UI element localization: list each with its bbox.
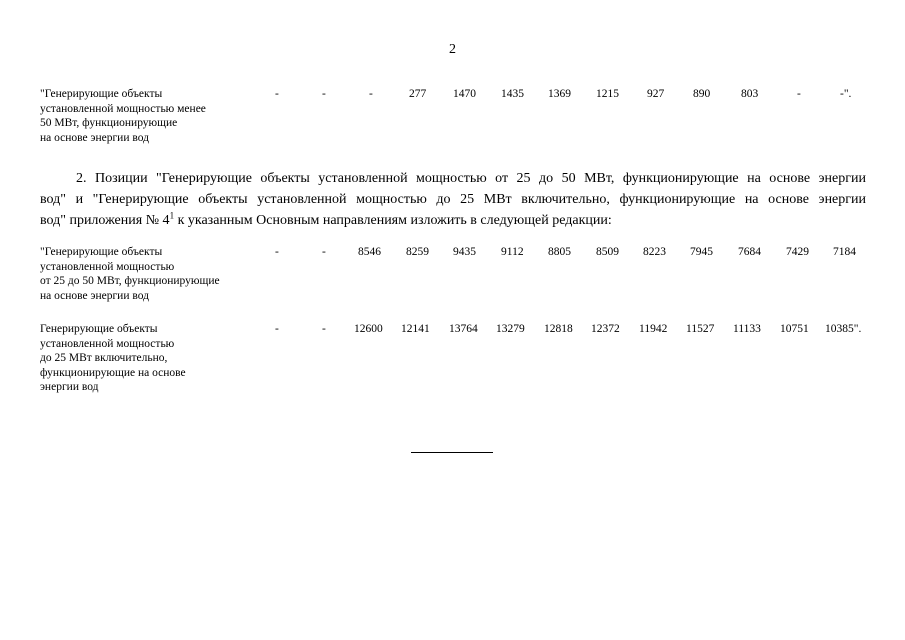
- row-label-line: от 25 до 50 МВт, функционирующие: [40, 275, 220, 287]
- value-cell: 7184: [833, 246, 856, 258]
- paragraph-text: 2. Позиции "Генерирующие объекты установленной мощностью от 25 до 50 МВт, функционирующие на основе энергии: [76, 171, 866, 186]
- value-cell: 1435: [501, 88, 524, 100]
- row-label: [40, 322, 260, 395]
- row-label-line: энергии вод: [40, 381, 99, 393]
- row-label-line: установленной мощностью менее: [40, 102, 206, 115]
- value-cell: 11133: [733, 323, 761, 335]
- value-cell: 9112: [501, 246, 524, 258]
- value-cell: 1215: [596, 88, 619, 100]
- row-label-line: установленной мощностью: [40, 260, 175, 273]
- value-cell: 13764: [449, 323, 478, 335]
- value-cell: 12818: [544, 323, 573, 335]
- paragraph-text: вод" приложения № 4: [40, 213, 170, 228]
- page-number: 2: [449, 42, 456, 57]
- row-label-line: установленной мощностью: [40, 337, 175, 350]
- paragraph-line: [40, 168, 866, 189]
- value-cell: 9435: [453, 246, 476, 258]
- value-cell: 10751: [780, 323, 809, 335]
- value-cell: 12600: [354, 323, 383, 335]
- paragraph-text: к указанным Основным направлениям изложить в следующей редакции:: [174, 213, 612, 228]
- paragraph-line: вод" и "Генерирующие объекты установленной мощностью до 25 МВт включительно, функционирующие на основе энергии: [40, 192, 866, 207]
- value-cell: 7684: [738, 246, 761, 258]
- value-cell: 277: [409, 88, 427, 100]
- row-label: [40, 87, 260, 145]
- value-cell: -".: [840, 88, 852, 100]
- closing-rule: [411, 452, 493, 453]
- value-cell: 11942: [639, 323, 668, 335]
- value-cell: -: [797, 88, 801, 100]
- value-cell: -: [369, 88, 373, 100]
- value-cell: -: [322, 88, 326, 100]
- value-cell: 13279: [496, 323, 525, 335]
- paragraph-line: [40, 210, 866, 231]
- value-cell: 890: [693, 88, 711, 100]
- value-cell: -: [275, 88, 279, 100]
- value-cell: 927: [647, 88, 665, 100]
- value-cell: 803: [741, 88, 759, 100]
- value-cell: 8259: [406, 246, 429, 258]
- value-cell: 1369: [548, 88, 571, 100]
- value-cell: 1470: [453, 88, 476, 100]
- value-cell: -: [275, 246, 279, 258]
- row-label-line: до 25 МВт включительно,: [40, 352, 168, 364]
- value-cell: 8805: [548, 246, 571, 258]
- value-cell: 8223: [643, 246, 666, 258]
- value-cell: 11527: [686, 323, 715, 335]
- value-cell: 8509: [596, 246, 619, 258]
- superscript: 1: [169, 210, 175, 221]
- row-label-line: Генерирующие объекты: [40, 323, 158, 335]
- value-cell: 8546: [358, 246, 381, 258]
- row-label-line: 50 МВт, функционирующие: [40, 117, 178, 129]
- value-cell: -: [275, 323, 279, 335]
- row-label: [40, 245, 260, 303]
- value-cell: 12372: [591, 323, 620, 335]
- row-label-line: функционирующие на основе: [40, 366, 186, 379]
- row-label-line: "Генерирующие объекты: [40, 246, 163, 258]
- value-cell: 7429: [786, 246, 809, 258]
- value-cell: 12141: [401, 323, 430, 335]
- row-label-line: на основе энергии вод: [40, 131, 149, 144]
- row-label-line: на основе энергии вод: [40, 289, 149, 302]
- value-cell: -: [322, 323, 326, 335]
- value-cell: 7945: [690, 246, 713, 258]
- row-label-line: "Генерирующие объекты: [40, 88, 163, 100]
- amendment-paragraph: [40, 168, 866, 231]
- value-cell: -: [322, 246, 326, 258]
- value-cell: 10385".: [825, 323, 862, 335]
